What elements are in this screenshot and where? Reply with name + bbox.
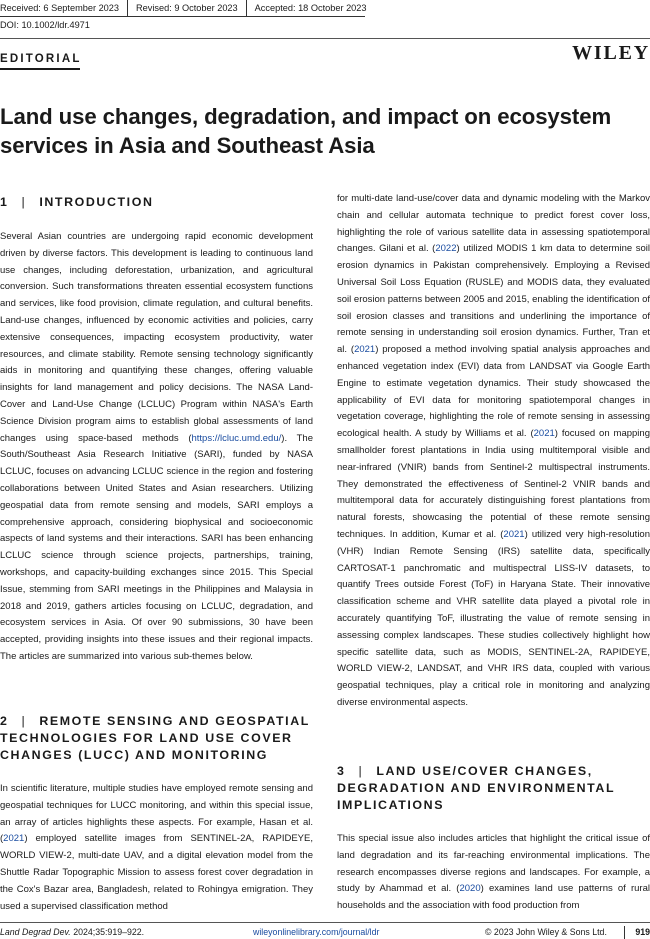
section-2-continued-paragraph: [337, 191, 650, 712]
section-2-separator: |: [21, 714, 27, 728]
section-label: EDITORIAL: [0, 53, 82, 65]
received-date: Received: 6 September 2023: [0, 0, 128, 16]
citation-link-ahammad[interactable]: 2020: [459, 883, 481, 895]
citation-link-tran[interactable]: 2021: [354, 344, 376, 356]
section-label-underline: [0, 68, 80, 70]
r-text-b: ) utilized MODIS 1 km data to determine soil erosion dynamics in Pakistan comprehensively. Employing a Revised Universal Soil Loss Equation (RUSLE) and MODIS data, they evaluated soil erosion patterns between 2005 and 2015, enabling the identification of soil erosion classes and transitions and underlining the importance of remote sensing in understanding soil erosion dynamics. Further, Tran et al. (: [337, 243, 650, 356]
citation-link-gilani[interactable]: 2022: [435, 243, 457, 255]
section-1-title: INTRODUCTION: [39, 195, 154, 209]
lcluc-link[interactable]: https://lcluc.umd.edu/: [191, 432, 282, 444]
section-2-title: REMOTE SENSING AND GEOSPATIAL TECHNOLOGIES FOR LAND USE COVER CHANGES (LUCC) AND MONITORING: [0, 714, 310, 762]
r-text-d: ) focused on mapping smallholder forest plantations in India using multitemporal visible and near-infrared (VNIR) bands from Sentinel-2 multispectral instruments. They demonstrated the effectiveness of Sentinel-2 VNIR bands and multitemporal data for accurately distinguishing forest plantations from natural forests, showcasing the potential of these remote sensing techniques. In addition, Kumar et al. (: [337, 428, 650, 540]
section-2-paragraph: [0, 781, 313, 915]
intro-paragraph: [0, 229, 313, 666]
footer-citation: [0, 926, 144, 939]
section-3-paragraph: [337, 831, 650, 915]
section-2-number: 2: [0, 714, 9, 728]
accepted-date: Accepted: 18 October 2023: [254, 3, 367, 13]
page-number: 919: [624, 926, 650, 939]
footer-volume: 2024;35:919–922.: [70, 927, 145, 937]
intro-text-a: Several Asian countries are undergoing rapid economic development driven by diverse factors. This development is leading to continuous land use changes, including deforestation, urbanization, and agricultural conversion. Such transformations threaten essential ecosystem functions and services, like food provision, climate regulation, and cultural benefits. Land-use changes, influenced by economic activities and policies, carry extensive consequences, impacting ecosystem productivity, water resources, and climate stability. Remote sensing technology significantly aids in monitoring and quantifying these changes, offering valuable insights for land management and policy decisions. The NASA Land-Cover and Land-Use Change (LCLUC) Program within NASA's Earth Science Division program aims to establish global assessments of land changes using space-based methods (: [0, 231, 313, 444]
section-2-heading: [0, 713, 313, 764]
publisher-logo: WILEY: [572, 42, 650, 64]
section-3-title: LAND USE/COVER CHANGES, DEGRADATION AND ENVIRONMENTAL IMPLICATIONS: [337, 764, 615, 812]
page-footer: [0, 926, 650, 939]
right-column-section-3: [337, 831, 650, 915]
article-dates: [0, 0, 375, 16]
section-3-heading: [337, 763, 650, 814]
right-column-section-2: [337, 191, 650, 712]
s2-text-b: ) employed satellite images from SENTINEL-2A, RAPIDEYE, WORLD VIEW-2, multi-date UAV, and a digital elevation model from the Shuttle Radar Topographic Mission to assess forest cover degradation in the Cox's Bazar area, Bangladesh, related to Rohingya emigration. They used a supervised classification method: [0, 833, 313, 912]
footer-journal: Land Degrad Dev.: [0, 927, 71, 937]
revised-date: Revised: 9 October 2023: [128, 0, 247, 16]
doi: DOI: 10.1002/ldr.4971: [0, 20, 90, 30]
section-3-separator: |: [358, 764, 364, 778]
section-3-number: 3: [337, 764, 346, 778]
citation-link-kumar[interactable]: 2021: [503, 528, 525, 540]
left-column-section-2: [0, 781, 313, 915]
s2-text-a: In scientific literature, multiple studies have employed remote sensing and geospatial techniques for LUCC monitoring, and within this special issue, an array of articles highlights these aspects. For example, Hasan et al. (: [0, 783, 313, 845]
left-column-intro: [0, 229, 313, 666]
s3-text-b: ) examines land use patterns of rural households and the association with food production from: [337, 883, 650, 912]
citation-link-hasan[interactable]: 2021: [3, 833, 25, 845]
r-text-e: ) utilized very high-resolution (VHR) Indian Remote Sensing (IRS) satellite data, specifically CARTOSAT-1 panchromatic and multispectral LISS-IV datasets, to quantify Trees outside Forest (ToF) in Haryana State. Their innovative classification scheme and VHR satellite data played a pivotal role in accurately quantifying ToF, illustrating the value of remote sensing in assessing complex landscapes. These studies collectively highlight how specific satellite data, such as MODIS, SENTINEL-2A, RAPIDEYE, WORLD VIEW-2, LANDSAT, and VHR IRS data, coupled with various geospatial techniques, play a critical role in monitoring and analyzing diverse environmental aspects.: [337, 528, 650, 708]
dates-divider: [0, 16, 365, 17]
footer-divider: [0, 922, 650, 923]
r-text-a: for multi-date land-use/cover data and dynamic modeling with the Markov chain and cellular automata technique to predict forest cover loss, highlighting the role of various satellite data in assessing spatiotemporal changes. Gilani et al. (: [337, 193, 650, 255]
r-text-c: ) proposed a method involving spatial analysis approaches and enhanced vegetation index (EVI) data from LANDSAT via Google Earth Engine to estimate vegetation dynamics. Their study showcased the applicability of EVI data for monitoring spatiotemporal changes in vegetation coverage, highlighting the role of remote sensing in assessing ecological health. A study by Williams et al. (: [337, 344, 650, 440]
footer-copyright: © 2023 John Wiley & Sons Ltd.: [485, 927, 607, 937]
section-1-separator: |: [21, 195, 27, 209]
citation-link-williams[interactable]: 2021: [533, 428, 555, 440]
article-title: Land use changes, degradation, and impact on ecosystem services in Asia and Southeast Asia: [0, 104, 612, 158]
header-divider: [0, 38, 650, 39]
section-1-heading: [0, 194, 313, 211]
intro-text-b: ). The South/Southeast Asia Research Initiative (SARI), funded by NASA LCLUC, focuses on advancing LCLUC science in the region and fostering collaborations between United States and Asian researchers. Utilizing geospatial data from remote sensing and models, SARI employs a comprehensive approach, considering biophysical and socioeconomic aspects of land systems and their interactions. SARI has been enhancing LCLUC science through science projects, partnerships, training, workshops, and capacity-building exchanges since 2015. This Special Issue, stemming from SARI meetings in the Philippines and Malaysia in 2018 and 2019, gathers articles focusing on LCLUC, degradation, and ecosystem services in Asia. Of over 90 submissions, 30 have been accepted, providing insights into these issues and their regional impacts. The articles are summarized into various sub-themes below.: [0, 432, 313, 662]
section-1-number: 1: [0, 195, 9, 209]
s3-text-a: This special issue also includes articles that highlight the critical issue of land degradation and its far-reaching environmental implications. The research encompasses diverse regions and landscapes. For example, a study by Ahammad et al. (: [337, 833, 650, 895]
footer-journal-link[interactable]: wileyonlinelibrary.com/journal/ldr: [253, 927, 380, 937]
